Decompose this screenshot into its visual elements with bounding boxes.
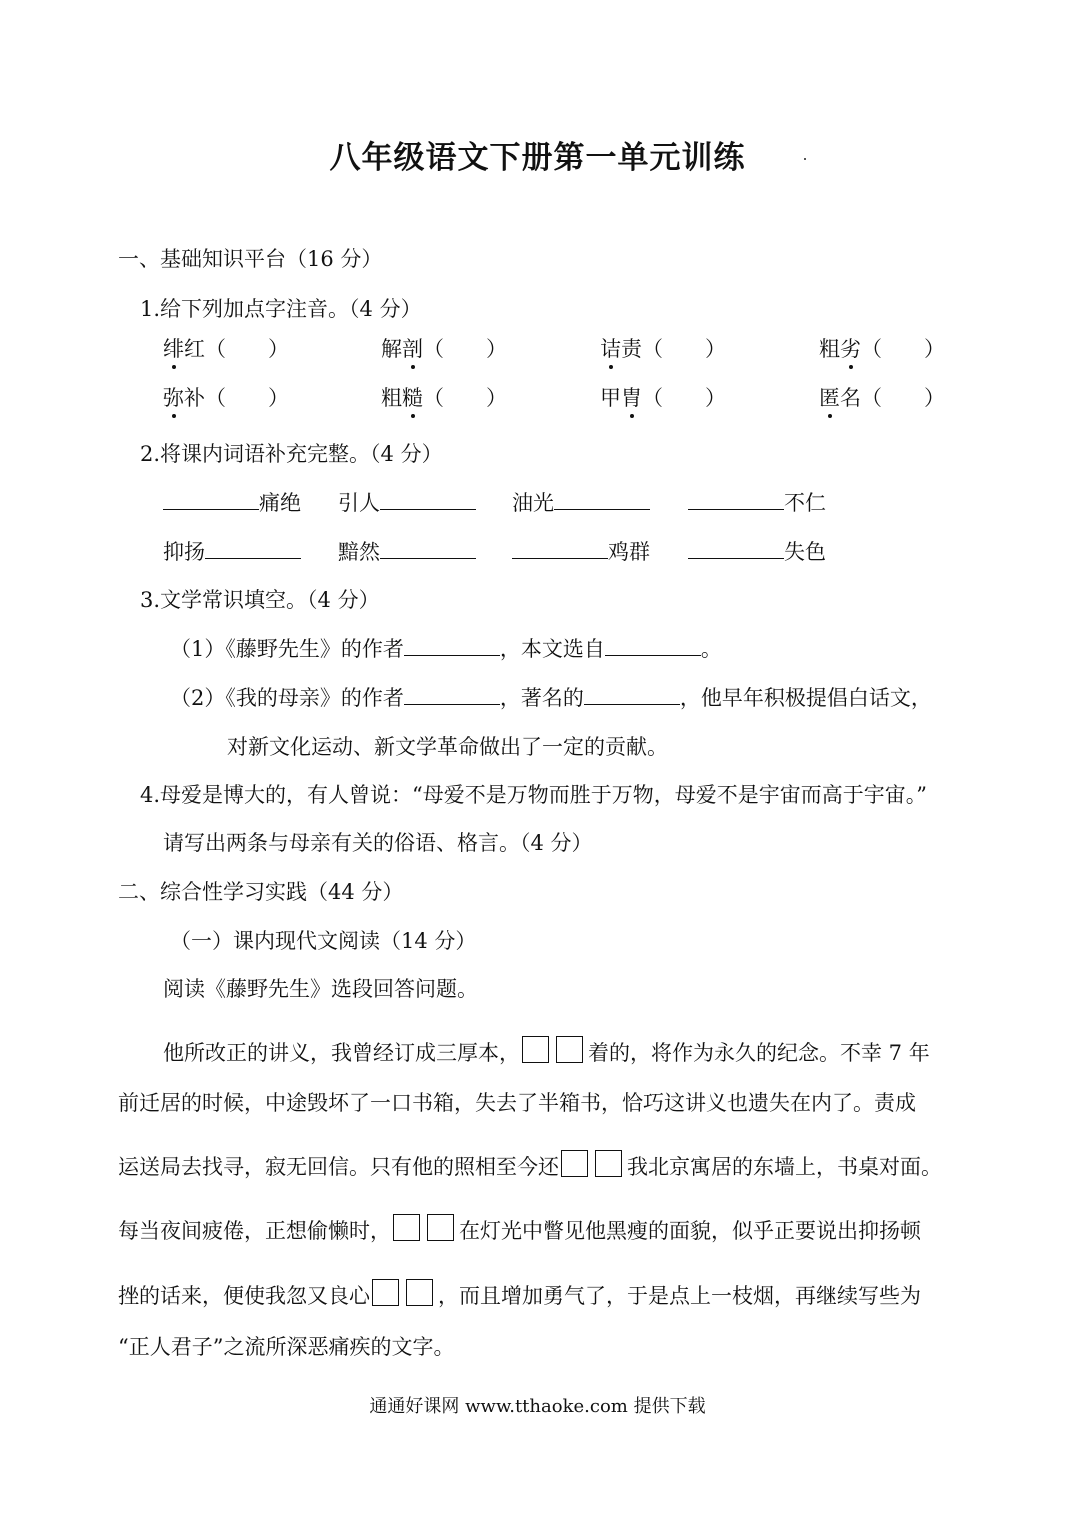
blank[interactable] [605, 635, 701, 656]
blank[interactable] [688, 538, 784, 559]
fill-word: 引人 [338, 487, 476, 517]
fill-word: 失色 [688, 536, 826, 566]
q2-stem: 2.将课内词语补充完整。（4 分） [140, 442, 443, 466]
blank[interactable] [584, 684, 680, 705]
dotted-char: 糙 [402, 382, 423, 412]
answer-box[interactable] [595, 1150, 622, 1177]
dotted-char: 匿 [819, 382, 840, 412]
answer-box[interactable] [561, 1150, 588, 1177]
answer-box[interactable] [406, 1279, 433, 1306]
pinyin-item: 解剖（ ） [381, 333, 507, 363]
q3-item2: （2）《我的母亲》的作者 ，著名的 ，他早年积极提倡白话文， [170, 686, 932, 710]
passage-line: 每当夜间疲倦，正想偷懒时， 在灯光中瞥见他黑瘦的面貌，似乎正要说出抑扬顿 [118, 1214, 921, 1245]
answer-box[interactable] [372, 1279, 399, 1306]
pinyin-item: 粗劣（ ） [819, 333, 945, 363]
q3-stem: 3.文学常识填空。（4 分） [140, 588, 380, 612]
title-mark [804, 158, 806, 160]
answer-box[interactable] [393, 1214, 420, 1241]
reading-instruction: 阅读《藤野先生》选段回答问题。 [163, 977, 478, 1001]
fill-word: 痛绝 [163, 487, 301, 517]
fill-word: 鸡群 [512, 536, 650, 566]
q3-item1: （1）《藤野先生》的作者 ，本文选自 。 [170, 637, 722, 661]
dotted-char: 劣 [840, 333, 861, 363]
answer-box[interactable] [427, 1214, 454, 1241]
blank[interactable] [404, 684, 500, 705]
dotted-char: 弥 [163, 382, 184, 412]
dotted-char: 胄 [621, 382, 642, 412]
pinyin-item: 诘责（ ） [600, 333, 726, 363]
blank[interactable] [404, 635, 500, 656]
blank[interactable] [205, 538, 301, 559]
passage-line: 前迁居的时候，中途毁坏了一口书箱，失去了半箱书，恰巧这讲义也遗失在内了。责成 [118, 1091, 916, 1115]
answer-box[interactable] [522, 1036, 549, 1063]
pinyin-item: 甲胄（ ） [600, 382, 726, 412]
dotted-char: 诘 [600, 333, 621, 363]
pinyin-item: 绯红（ ） [163, 333, 289, 363]
fill-word: 黯然 [338, 536, 476, 566]
blank[interactable] [554, 489, 650, 510]
section1-heading: 一、基础知识平台（16 分） [118, 247, 383, 271]
reading-subheading: （一）课内现代文阅读（14 分） [170, 929, 477, 953]
passage-line: “正人君子”之流所深恶痛疾的文字。 [118, 1335, 455, 1359]
blank[interactable] [380, 489, 476, 510]
blank[interactable] [380, 538, 476, 559]
dotted-char: 剖 [402, 333, 423, 363]
passage-line: 运送局去找寻，寂无回信。只有他的照相至今还 我北京寓居的东墙上，书桌对面。 [118, 1150, 942, 1181]
blank[interactable] [163, 489, 259, 510]
footer-credit: 通通好课网 www.tthaoke.com 提供下载 [369, 1396, 706, 1417]
q1-stem: 1.给下列加点字注音。（4 分） [140, 297, 422, 321]
dotted-char: 绯 [163, 333, 184, 363]
section2-heading: 二、综合性学习实践（44 分） [118, 880, 404, 904]
pinyin-item: 弥补（ ） [163, 382, 289, 412]
q3-item2-cont: 对新文化运动、新文学革命做出了一定的贡献。 [227, 735, 668, 759]
q4-line2: 请写出两条与母亲有关的俗语、格言。（4 分） [163, 831, 593, 855]
fill-word: 不仁 [688, 487, 826, 517]
passage-line: 挫的话来，便使我忽又良心 ，而且增加勇气了，于是点上一枝烟，再继续写些为 [118, 1279, 921, 1310]
blank[interactable] [688, 489, 784, 510]
pinyin-item: 匿名（ ） [819, 382, 945, 412]
answer-box[interactable] [556, 1036, 583, 1063]
fill-word: 抑扬 [163, 536, 301, 566]
pinyin-item: 粗糙（ ） [381, 382, 507, 412]
q4-line1: 4.母爱是博大的，有人曾说：“母爱不是万物而胜于万物，母爱不是宇宙而高于宇宙。” [140, 783, 928, 807]
passage-line: 他所改正的讲义，我曾经订成三厚本， 着的，将作为永久的纪念。不幸 7 年 [163, 1036, 930, 1067]
page-title: 八年级语文下册第一单元训练 [329, 140, 746, 176]
fill-word: 油光 [512, 487, 650, 517]
blank[interactable] [512, 538, 608, 559]
